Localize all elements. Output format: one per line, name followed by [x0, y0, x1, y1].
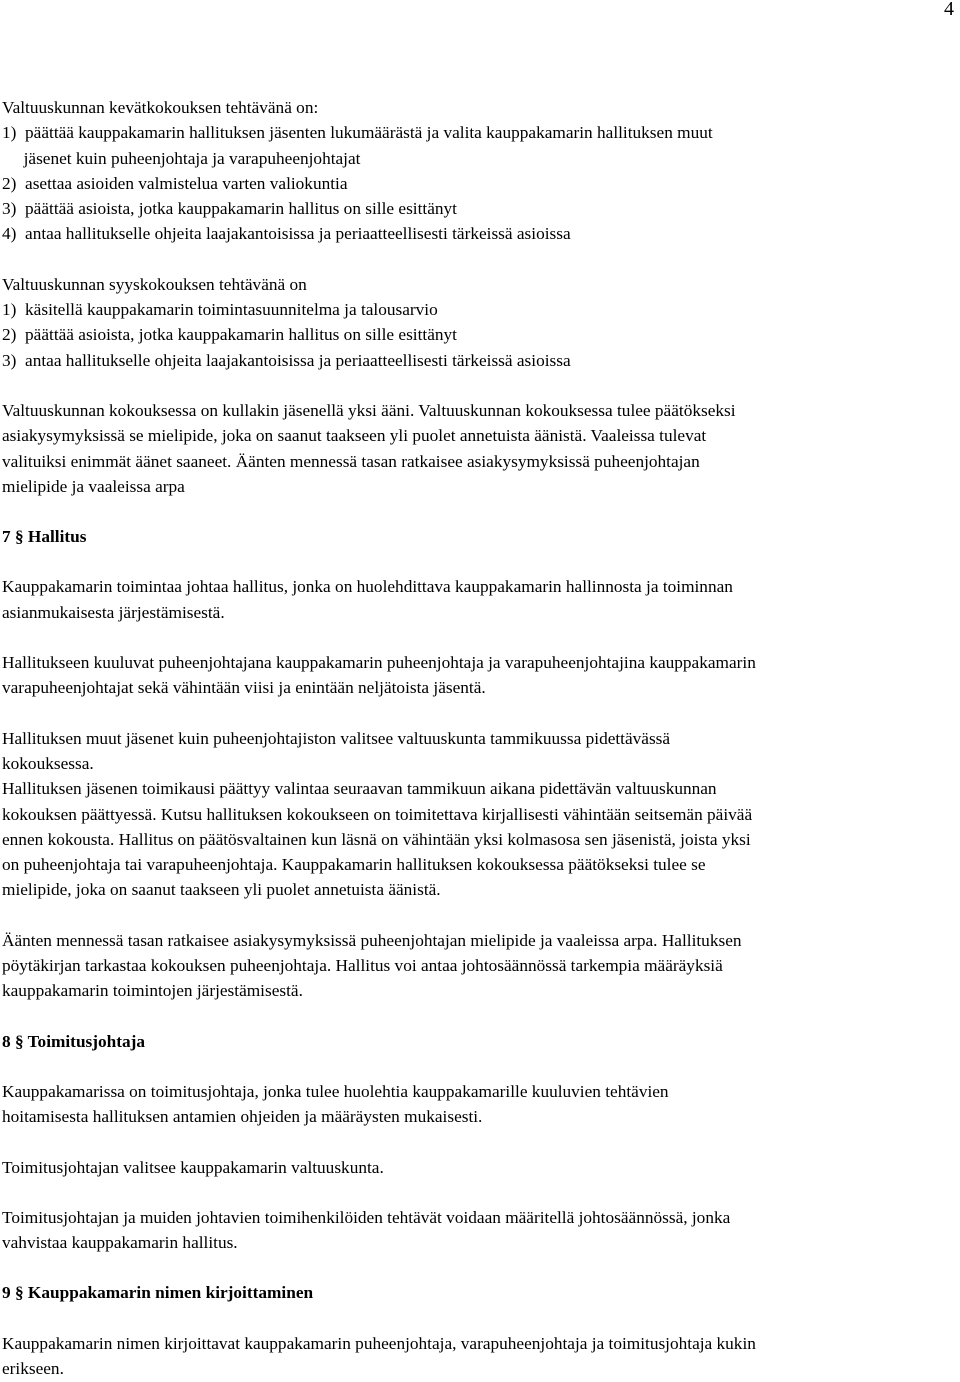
autumn-meeting-item: 1) käsitellä kauppakamarin toimintasuunnitelma ja talousarvio — [2, 300, 438, 320]
paragraph-line: Kauppakamarin toimintaa johtaa hallitus, jonka on huolehdittava kauppakamarin hallinnosta ja toiminnan — [2, 577, 733, 597]
section-9-paragraph-1 — [2, 1331, 960, 1382]
spring-meeting-item: 2) asettaa asioiden valmistelua varten valiokuntia — [2, 173, 348, 193]
paragraph-line: kokouksessa. — [2, 753, 94, 773]
autumn-meeting-item: 3) antaa hallitukselle ohjeita laajakantoisissa ja periaatteellisesti tärkeissä asioissa — [2, 350, 571, 370]
autumn-meeting-intro: Valtuuskunnan syyskokouksen tehtävänä on — [2, 274, 307, 294]
paragraph-line: Hallituksen jäsenen toimikausi päättyy valintaa seuraavan tammikuun aikana pidettävän valtuuskunnan — [2, 779, 717, 799]
paragraph-line: varapuheenjohtajat sekä vähintään viisi ja enintään neljätoista jäsentä. — [2, 678, 486, 698]
paragraph-line: asiakysymyksissä se mielipide, joka on saanut taakseen yli puolet annetuista äänistä. Vaaleissa tulevat — [2, 426, 707, 446]
spring-meeting-section — [2, 95, 960, 247]
section-8-paragraph-2 — [2, 1155, 960, 1180]
autumn-meeting-item: 2) päättää asioista, jotka kauppakamarin hallitus on sille esittänyt — [2, 325, 457, 345]
section-7-paragraph-4 — [2, 928, 960, 1004]
section-7-paragraph-3 — [2, 726, 960, 903]
paragraph-line: Valtuuskunnan kokouksessa on kullakin jäsenellä yksi ääni. Valtuuskunnan kokouksessa tulee päätökseksi — [2, 400, 736, 420]
paragraph-line: ennen kokousta. Hallitus on päätösvaltainen kun läsnä on vähintään yksi kolmasosa sen jäsenistä, joista yksi — [2, 829, 751, 849]
voting-paragraph — [2, 398, 960, 499]
paragraph-line: Kauppakamarin nimen kirjoittavat kauppakamarin puheenjohtaja, varapuheenjohtaja ja toimitusjohtaja kukin — [2, 1333, 756, 1353]
autumn-meeting-section — [2, 272, 960, 373]
spring-meeting-item: 4) antaa hallitukselle ohjeita laajakantoisissa ja periaatteellisesti tärkeissä asioissa — [2, 224, 571, 244]
paragraph-line: on puheenjohtaja tai varapuheenjohtaja. Kauppakamarin hallituksen kokouksessa päätökseksi tulee se — [2, 855, 706, 875]
paragraph-line: valituiksi enimmät äänet saaneet. Äänten mennessä tasan ratkaisee asiakysymyksissä puheenjohtajan — [2, 451, 700, 471]
spring-meeting-item: 3) päättää asioista, jotka kauppakamarin hallitus on sille esittänyt — [2, 199, 457, 219]
paragraph-line: pöytäkirjan tarkastaa kokouksen puheenjohtaja. Hallitus voi antaa johtosäännössä tarkempia määräyksiä — [2, 956, 723, 976]
paragraph-line: kokouksen päättyessä. Kutsu hallituksen kokoukseen on toimitettava kirjallisesti vähintään seitsemän päivää — [2, 804, 753, 824]
paragraph-line: kauppakamarin toimintojen järjestämisestä. — [2, 981, 303, 1001]
paragraph-line: vahvistaa kauppakamarin hallitus. — [2, 1233, 238, 1253]
section-9-heading: 9 § Kauppakamarin nimen kirjoittaminen — [2, 1283, 314, 1303]
paragraph-line: Hallitukseen kuuluvat puheenjohtajana kauppakamarin puheenjohtaja ja varapuheenjohtajina kauppakamarin — [2, 653, 756, 673]
section-7-paragraph-2 — [2, 650, 960, 701]
spring-meeting-item: 1) päättää kauppakamarin hallituksen jäsenten lukumäärästä ja valita kauppakamarin hallituksen muut — [2, 123, 713, 143]
section-7-paragraph-1 — [2, 574, 960, 625]
section-8-paragraph-1 — [2, 1079, 960, 1130]
paragraph-line: asianmukaisesta järjestämisestä. — [2, 602, 225, 622]
paragraph-line: mielipide, joka on saanut taakseen yli puolet annetuista äänistä. — [2, 880, 441, 900]
paragraph-line: Hallituksen muut jäsenet kuin puheenjohtajiston valitsee valtuuskunta tammikuussa pidettävässä — [2, 728, 671, 748]
paragraph-line: mielipide ja vaaleissa arpa — [2, 476, 185, 496]
spring-meeting-intro: Valtuuskunnan kevätkokouksen tehtävänä on: — [2, 98, 319, 117]
document-body — [2, 95, 960, 1381]
paragraph-line: erikseen. — [2, 1358, 64, 1378]
spring-meeting-item: jäsenet kuin puheenjohtaja ja varapuheenjohtajat — [2, 148, 361, 168]
paragraph-line: hoitamisesta hallituksen antamien ohjeiden ja määräysten mukaisesti. — [2, 1107, 483, 1127]
page-number: 4 — [944, 0, 954, 20]
section-8-heading: 8 § Toimitusjohtaja — [2, 1031, 146, 1051]
section-8-paragraph-3 — [2, 1205, 960, 1256]
paragraph-line: Kauppakamarissa on toimitusjohtaja, jonka tulee huolehtia kauppakamarille kuuluvien tehtävien — [2, 1081, 669, 1101]
paragraph-line: Toimitusjohtajan ja muiden johtavien toimihenkilöiden tehtävät voidaan määritellä johtosäännössä, jonka — [2, 1207, 731, 1227]
paragraph-line: Toimitusjohtajan valitsee kauppakamarin valtuuskunta. — [2, 1157, 384, 1177]
paragraph-line: Äänten mennessä tasan ratkaisee asiakysymyksissä puheenjohtajan mielipide ja vaaleissa arpa. Hallituksen — [2, 930, 742, 950]
section-7-heading: 7 § Hallitus — [2, 527, 87, 547]
